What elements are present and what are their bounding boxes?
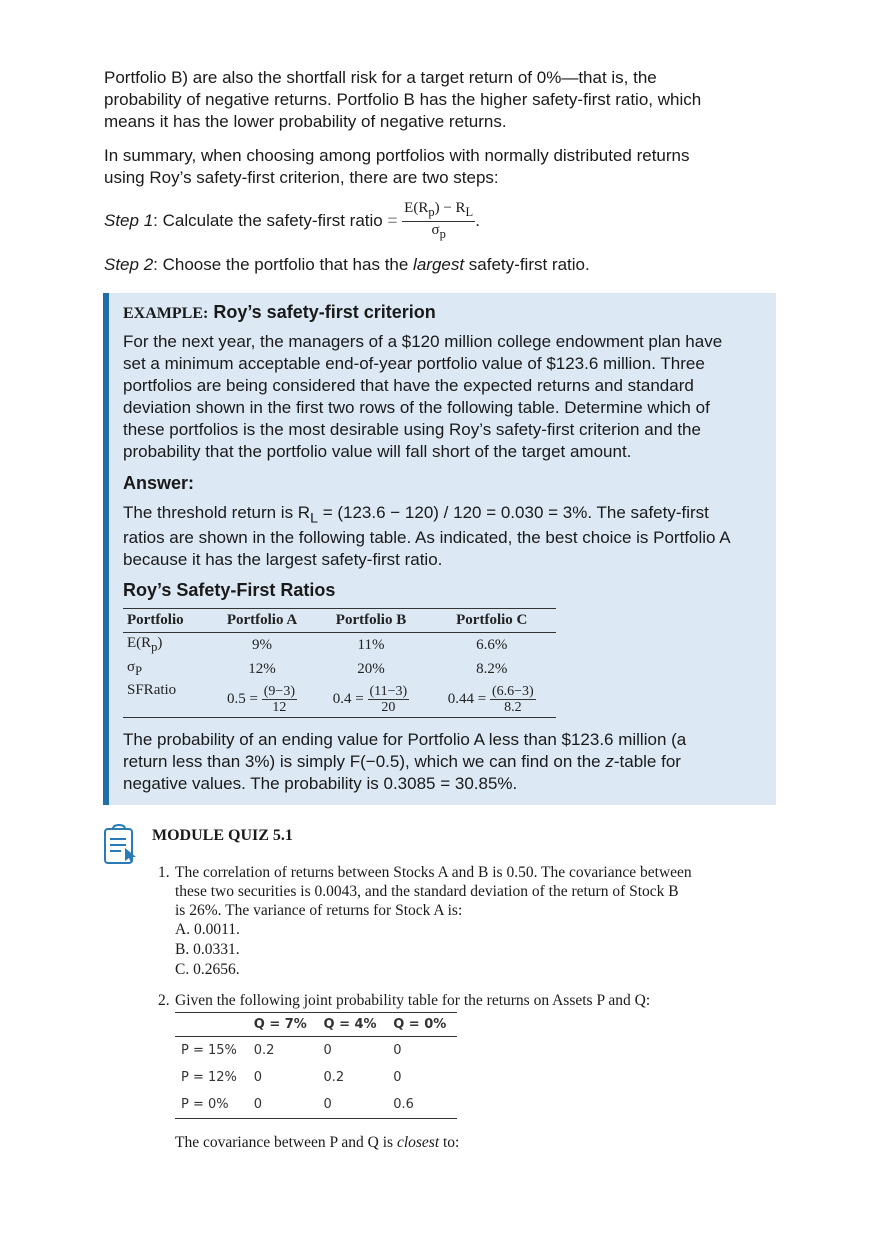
s: p (151, 640, 158, 654)
text-line: probability of negative returns. Portfolio B has the higher safety-first ratio, which (104, 90, 702, 109)
text-line: For the next year, the managers of a $120 million college endowment plan have (123, 332, 723, 351)
den: 20 (381, 699, 396, 715)
l: ) (157, 635, 163, 651)
d-sub: p (439, 227, 446, 241)
den: 12 (272, 699, 287, 715)
col-header: Q = 0% (387, 1013, 457, 1037)
question-number: 2. (158, 992, 170, 1009)
col-header (175, 1013, 248, 1037)
cell: 0 (393, 1043, 402, 1058)
text-line: Given the following joint probability table for the returns on Assets P and Q: (175, 992, 651, 1009)
step-label: Step 2 (104, 255, 154, 274)
v: 0.4 = (332, 690, 364, 707)
table-header-row (175, 1013, 457, 1037)
den: 8.2 (504, 699, 522, 715)
col-header: Q = 4% (318, 1013, 388, 1037)
text-line: set a minimum acceptable end-of-year portfolio value of $123.6 million. Three (123, 354, 705, 373)
cell: 20% (357, 660, 385, 677)
row-label (123, 633, 210, 658)
cell (428, 681, 556, 718)
s: P (135, 664, 143, 678)
answer-option: A. 0.0011. (175, 921, 240, 938)
quiz-clipboard-icon (103, 824, 139, 871)
answer-heading: Answer: (123, 473, 195, 493)
table-title: Roy’s Safety-First Ratios (123, 580, 336, 600)
subscript: L (310, 510, 318, 527)
emphasis: largest (413, 255, 465, 274)
row-label: SFRatio (123, 681, 210, 718)
row-label (123, 657, 210, 681)
text-line: The correlation of returns between Stocks A and B is 0.50. The covariance between (175, 864, 692, 881)
formula-numerator (402, 200, 475, 222)
cell: 0 (253, 1070, 263, 1085)
step-text: safety-first ratio. (464, 255, 590, 274)
cell: 9% (252, 636, 273, 653)
l: σ (127, 659, 136, 675)
row-label: P = 0% (175, 1091, 248, 1119)
table-header-row (123, 609, 556, 633)
num: (6.6−3) (492, 683, 534, 699)
text-line: deviation shown in the first two rows of the following table. Determine which of (123, 398, 710, 417)
cell: 11% (357, 636, 385, 653)
t: = (123.6 − 120) / 120 = 0.030 = 3%. The safety-first (317, 503, 709, 522)
cell: 6.6% (476, 636, 508, 653)
text-line: means it has the lower probability of negative returns. (104, 112, 507, 131)
cell: 0.6 (387, 1091, 457, 1119)
step-text: : Calculate the safety-first ratio (153, 210, 383, 230)
table-row (175, 1064, 457, 1091)
num: (11−3) (369, 683, 408, 699)
t: The covariance between P and Q is (175, 1134, 397, 1151)
example-heading (123, 301, 436, 325)
cell: 0.2 (253, 1043, 275, 1058)
text-line: is 26%. The variance of returns for Stock A is: (175, 902, 463, 919)
text-line (175, 1133, 459, 1152)
table-row (123, 681, 556, 718)
n2: ) − R (434, 200, 466, 216)
cell: 8.2% (476, 660, 508, 677)
row-label: P = 15% (181, 1043, 237, 1058)
text-line: these two securities is 0.0043, and the standard deviation of the return of Stock B (175, 883, 679, 900)
cell: 0 (393, 1070, 402, 1085)
safety-first-table (123, 608, 556, 718)
cell: 12% (248, 660, 276, 677)
col-header: Portfolio (123, 609, 210, 633)
text-line: these portfolios is the most desirable using Roy’s safety-first criterion and the (123, 420, 701, 439)
cell (210, 681, 315, 718)
cell: 0 (248, 1091, 318, 1119)
answer-option: B. 0.0331. (175, 941, 240, 958)
step-1: Step 1: Calculate the safety-first ratio = $\frac{E(R_p) - R_L}{\sigma_p}$ . (104, 200, 480, 241)
text-line: probability that the portfolio value will fall short of the target amount. (123, 442, 632, 461)
joint-probability-table (175, 1012, 457, 1119)
text-line: In summary, when choosing among portfolios with normally distributed returns (104, 146, 690, 165)
equals-sign: = (387, 210, 398, 230)
step-text: : Choose the portfolio that has the (153, 255, 414, 274)
n1: E(R (404, 200, 429, 216)
emphasis: closest (396, 1134, 440, 1151)
text-line: portfolios are being considered that have the expected returns and standard (123, 376, 694, 395)
clipboard-icon (103, 824, 139, 866)
t: return less than 3%) is simply F(−0.5), which we can find on the (123, 752, 606, 771)
t: The threshold return is R (123, 503, 311, 522)
emphasis: z (605, 752, 614, 771)
text-line: ratios are shown in the following table. As indicated, the best choice is Portfolio A (123, 528, 731, 547)
l: E(R (127, 635, 152, 651)
text-line (123, 751, 681, 773)
cell: 0 (318, 1091, 388, 1119)
cell: 0.2 (323, 1070, 345, 1085)
step-2 (104, 254, 590, 276)
question-number: 1. (158, 864, 170, 881)
quiz-title: MODULE QUIZ 5.1 (152, 827, 293, 844)
step-label: Step 1 (104, 210, 154, 230)
text-line: because it has the largest safety-first ratio. (123, 550, 443, 569)
col-header: Q = 7% (248, 1013, 318, 1037)
text-line: negative values. The probability is 0.3085 = 30.85%. (123, 774, 518, 793)
col-header: Portfolio B (315, 609, 428, 633)
example-title: Roy’s safety-first criterion (208, 302, 436, 322)
table-row (175, 1037, 457, 1065)
cell (315, 681, 428, 718)
table-row (123, 633, 556, 658)
fraction (368, 684, 410, 715)
text-line: Portfolio B) are also the shortfall risk for a target return of 0%—that is, the (104, 68, 657, 87)
fraction (490, 684, 536, 715)
text-line: using Roy’s safety-first criterion, there are two steps: (104, 168, 499, 187)
text-line (123, 502, 709, 529)
cell: 0 (323, 1043, 332, 1058)
formula-denominator (402, 222, 475, 243)
table-row (123, 657, 556, 681)
n-sub: p (428, 205, 435, 219)
example-label: EXAMPLE: (123, 305, 209, 322)
table-row (175, 1091, 457, 1119)
text-line: The probability of an ending value for Portfolio A less than $123.6 million (a (123, 730, 687, 749)
d1: σ (431, 222, 440, 238)
example-box (103, 293, 776, 805)
col-header: Portfolio C (428, 609, 556, 633)
t: to: (439, 1134, 460, 1151)
num: (9−3) (263, 683, 295, 699)
v: 0.44 = (447, 690, 487, 707)
n-sub2: L (465, 205, 474, 219)
v: 0.5 = (227, 690, 259, 707)
answer-option: C. 0.2656. (175, 961, 240, 978)
t: -table for (613, 752, 681, 771)
row-label: P = 12% (181, 1070, 237, 1085)
fraction (262, 684, 297, 715)
safety-first-formula (402, 200, 475, 243)
col-header: Portfolio A (210, 609, 315, 633)
